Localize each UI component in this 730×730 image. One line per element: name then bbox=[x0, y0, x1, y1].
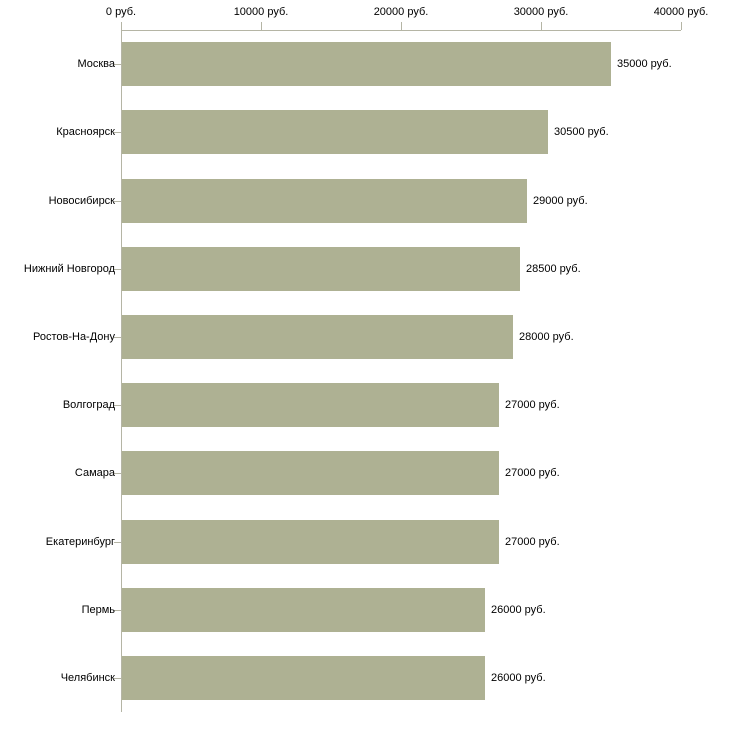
x-axis-tick bbox=[401, 22, 402, 30]
category-label: Красноярск bbox=[56, 126, 115, 139]
y-axis-tick bbox=[114, 610, 121, 611]
x-axis-tick-label: 20000 руб. bbox=[373, 6, 429, 18]
x-axis-tick-label: 30000 руб. bbox=[513, 6, 569, 18]
bar-value-label: 26000 руб. bbox=[491, 671, 546, 684]
bar-value-label: 26000 руб. bbox=[491, 603, 546, 616]
category-label: Волгоград bbox=[62, 399, 115, 412]
category-label: Нижний Новгород bbox=[23, 262, 115, 275]
x-axis-tick bbox=[261, 22, 262, 30]
bar[interactable] bbox=[122, 110, 548, 154]
x-axis-tick-label: 10000 руб. bbox=[233, 6, 289, 18]
x-axis-tick-label: 0 руб. bbox=[105, 6, 137, 18]
bar[interactable] bbox=[122, 588, 485, 632]
y-axis-tick bbox=[114, 201, 121, 202]
bar[interactable] bbox=[122, 42, 611, 86]
category-label: Москва bbox=[77, 58, 115, 71]
bar[interactable] bbox=[122, 383, 499, 427]
bar-value-label: 29000 руб. bbox=[533, 194, 588, 207]
category-label: Новосибирск bbox=[48, 194, 115, 207]
bar[interactable] bbox=[122, 179, 527, 223]
x-axis-tick bbox=[121, 22, 122, 30]
y-axis-tick bbox=[114, 269, 121, 270]
y-axis-tick bbox=[114, 542, 121, 543]
bar-value-label: 28500 руб. bbox=[526, 262, 581, 275]
y-axis-tick bbox=[114, 678, 121, 679]
bar[interactable] bbox=[122, 315, 513, 359]
y-axis-tick bbox=[114, 405, 121, 406]
bar[interactable] bbox=[122, 520, 499, 564]
y-axis-tick bbox=[114, 337, 121, 338]
bar[interactable] bbox=[122, 247, 520, 291]
category-label: Челябинск bbox=[60, 671, 115, 684]
bar-value-label: 30500 руб. bbox=[554, 126, 609, 139]
bar[interactable] bbox=[122, 451, 499, 495]
y-axis-tick bbox=[114, 473, 121, 474]
bar-value-label: 35000 руб. bbox=[617, 58, 672, 71]
category-label: Самара bbox=[74, 467, 115, 480]
bar-value-label: 27000 руб. bbox=[505, 399, 560, 412]
x-axis-tick bbox=[541, 22, 542, 30]
bar[interactable] bbox=[122, 656, 485, 700]
x-axis-line bbox=[121, 30, 681, 31]
bar-value-label: 27000 руб. bbox=[505, 467, 560, 480]
x-axis-tick bbox=[681, 22, 682, 30]
bar-value-label: 27000 руб. bbox=[505, 535, 560, 548]
category-label: Пермь bbox=[81, 603, 115, 616]
x-axis-tick-label: 40000 руб. bbox=[653, 6, 709, 18]
category-label: Екатеринбург bbox=[45, 535, 115, 548]
category-label: Ростов-На-Дону bbox=[32, 330, 115, 343]
bar-value-label: 28000 руб. bbox=[519, 330, 574, 343]
